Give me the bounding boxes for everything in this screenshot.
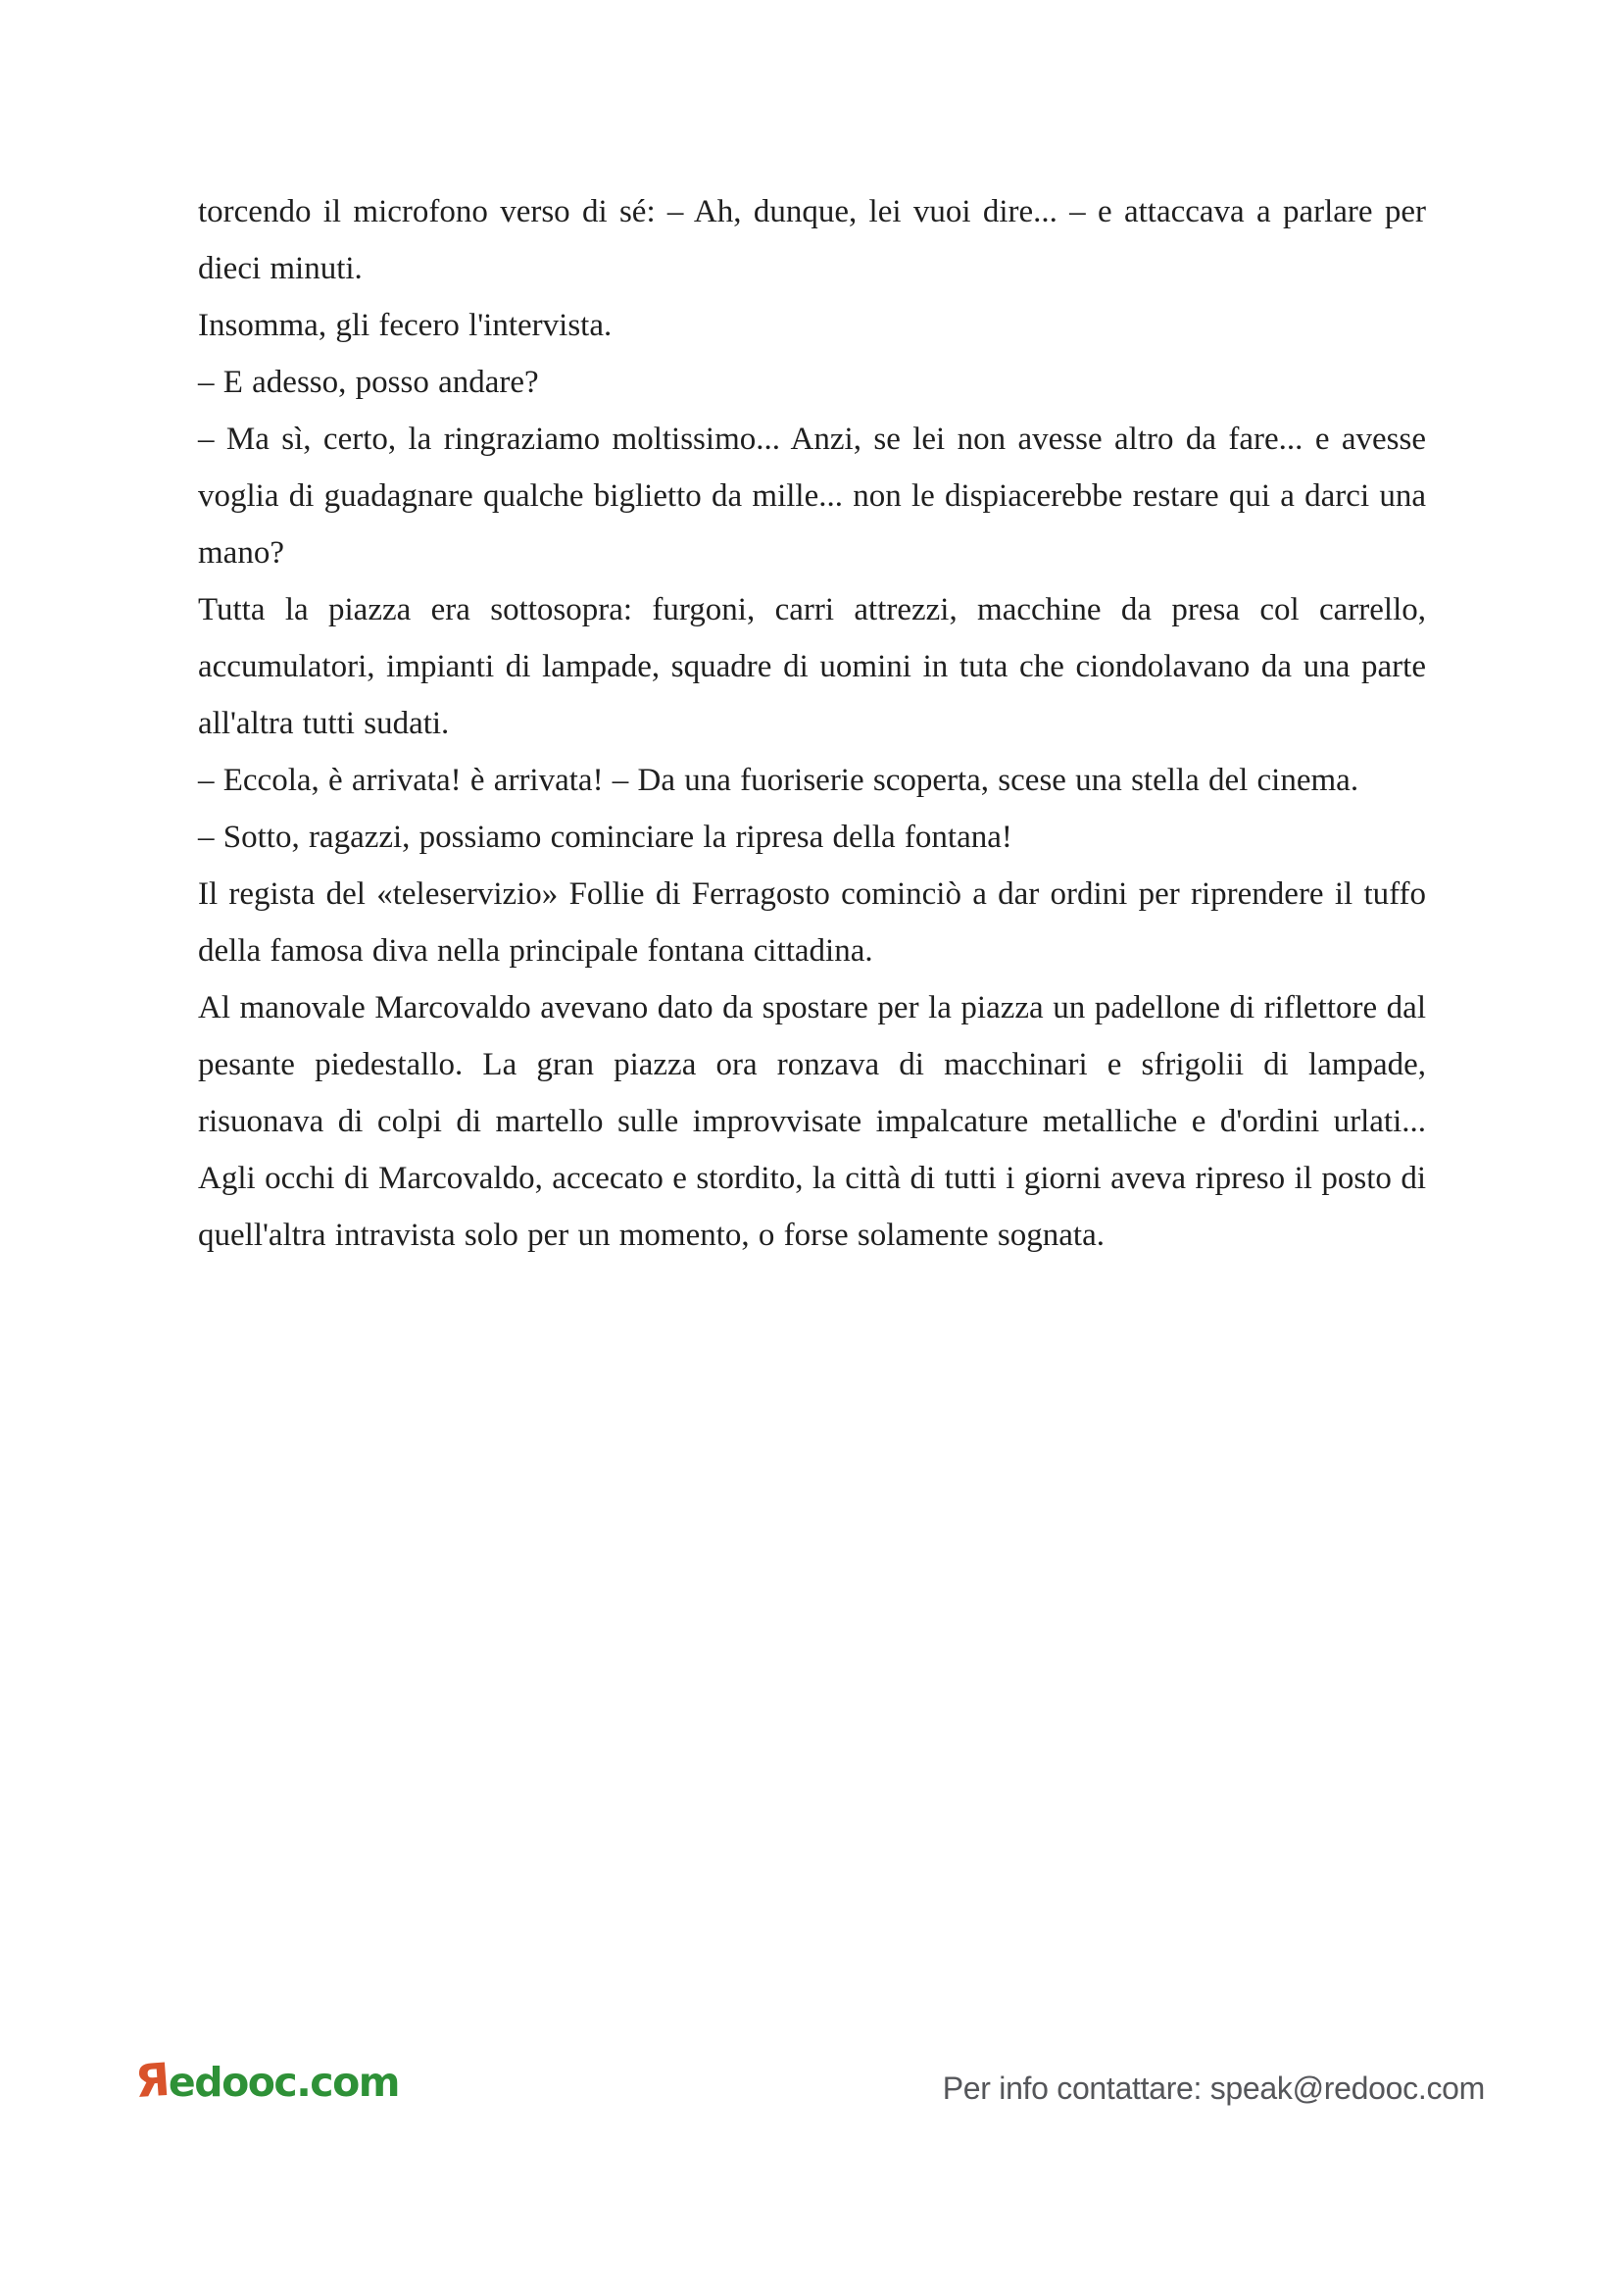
redooc-logo-text: edooc.com (168, 2059, 399, 2106)
paragraph: – Ma sì, certo, la ringraziamo moltissimo... Anzi, se lei non avesse altro da fare... e avesse voglia di guadagnare qualche biglietto da mille... non le dispiacerebbe restare qui a darci una mano? (198, 422, 1426, 571)
redooc-logo-mark: Я (133, 2052, 171, 2109)
page-footer (0, 2049, 1623, 2127)
footer-contact-text: Per info contattare: speak@redooc.com (942, 2071, 1485, 2106)
redooc-logo (133, 2052, 399, 2109)
paragraph: – E adesso, posso andare? (198, 365, 539, 400)
paragraph: Il regista del «teleservizio» Follie di Ferragosto cominciò a dar ordini per riprendere il tuffo della famosa diva nella principale fontana cittadina. (198, 876, 1426, 969)
paragraph: torcendo il microfono verso di sé: – Ah, dunque, lei vuoi dire... – e attaccava a parlare per dieci minuti. (198, 194, 1426, 286)
paragraph: – Eccola, è arrivata! è arrivata! – Da una fuoriserie scoperta, scese una stella del cinema. (198, 763, 1359, 798)
paragraph: Tutta la piazza era sottosopra: furgoni, carri attrezzi, macchine da presa col carrello, accumulatori, impianti di lampade, squadre di uomini in tuta che ciondolavano da una parte all'altra tutti sudati. (198, 592, 1426, 741)
paragraph: Insomma, gli fecero l'intervista. (198, 308, 613, 343)
paragraph: – Sotto, ragazzi, possiamo cominciare la ripresa della fontana! (198, 820, 1012, 855)
document-body (198, 183, 1426, 1264)
paragraph: Al manovale Marcovaldo avevano dato da spostare per la piazza un padellone di riflettore dal pesante piedestallo. La gran piazza ora ronzava di macchinari e sfrigolii di lampade, risuonava di colpi di martello sulle improvvisate impalcature metalliche e d'ordini urlati... Agli occhi di Marcovaldo, accecato e stordito, la città di tutti i giorni aveva ripreso il posto di quell'altra intravista solo per un momento, o forse solamente sognata. (198, 990, 1426, 1253)
